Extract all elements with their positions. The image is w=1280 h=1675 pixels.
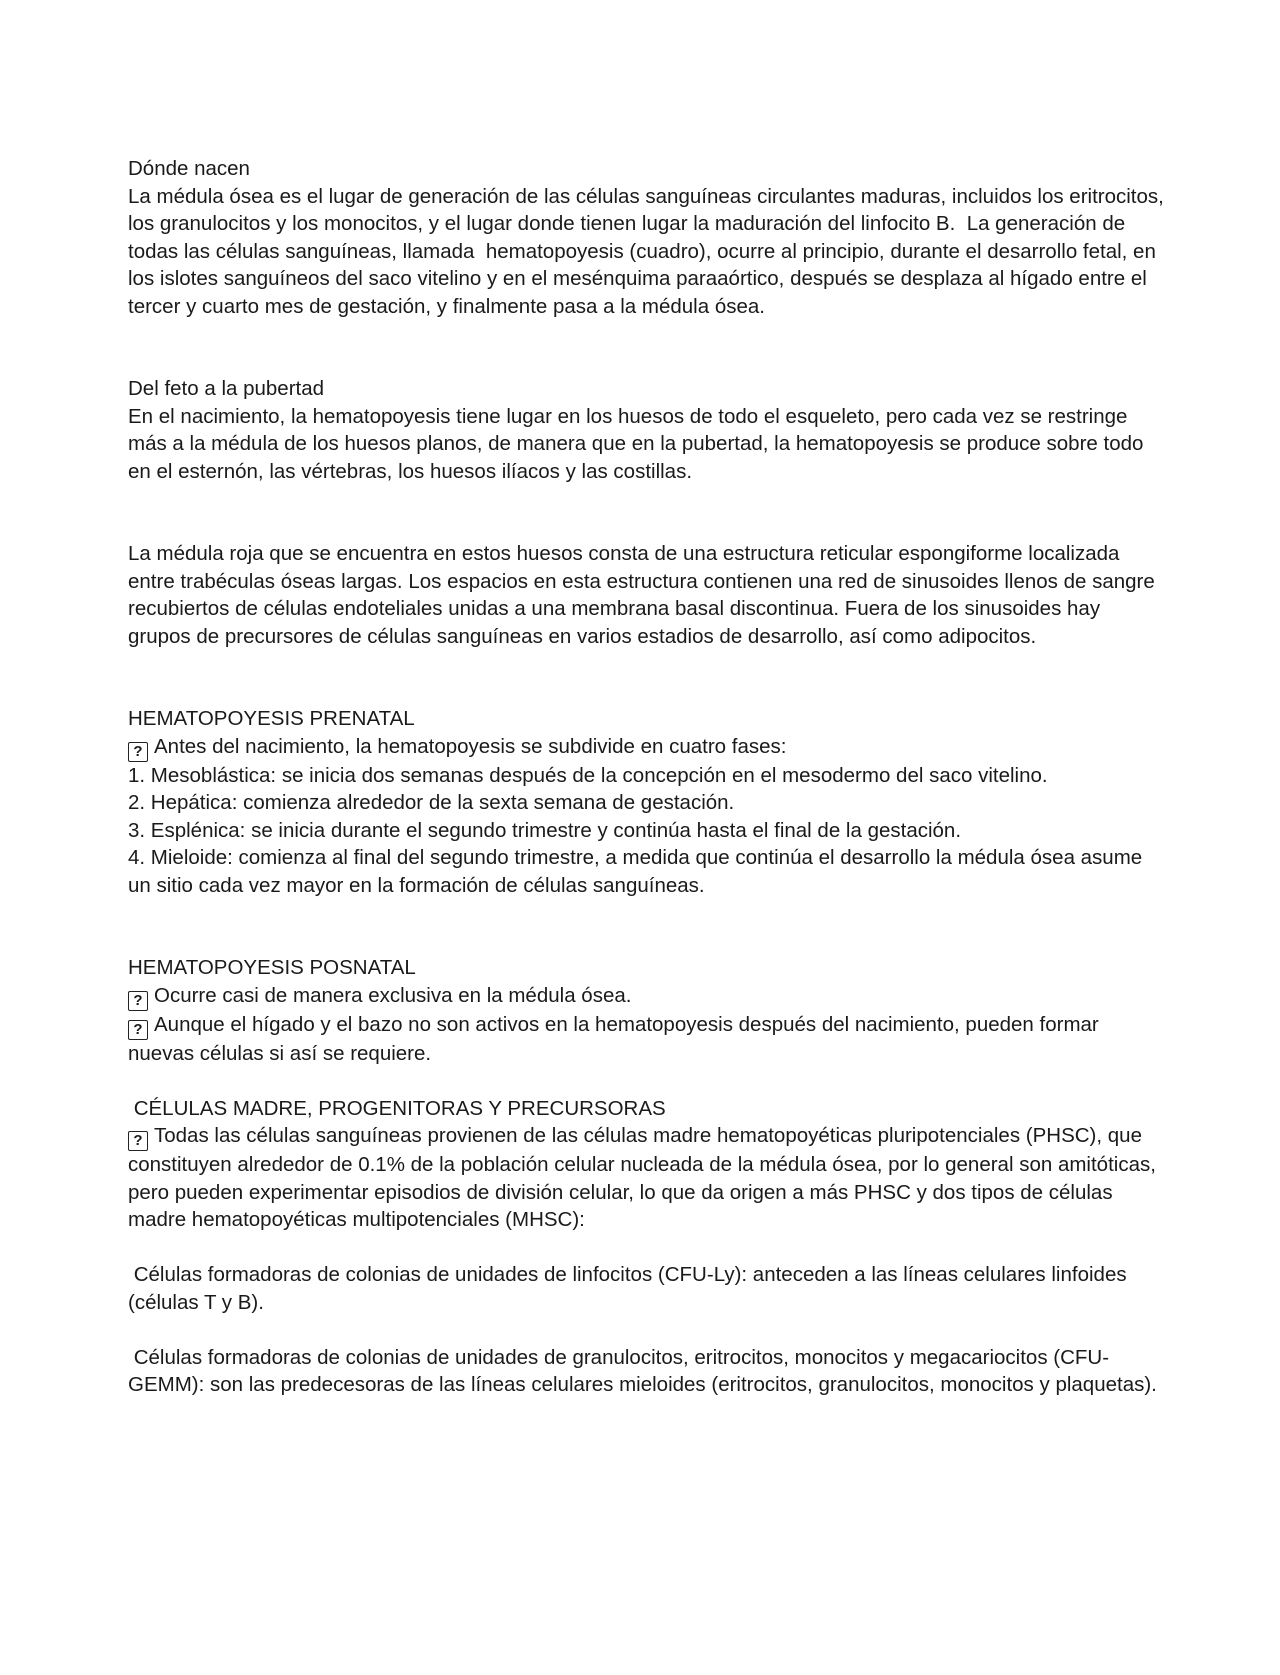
spacer — [128, 650, 1168, 705]
bullet-posnatal-2 — [128, 1011, 1168, 1068]
spacer — [128, 1316, 1168, 1344]
document-page — [128, 155, 1168, 1399]
question-box-icon: ? — [128, 742, 148, 762]
question-box-icon: ? — [128, 991, 148, 1011]
question-box-icon: ? — [128, 1020, 148, 1040]
bullet-text: Antes del nacimiento, la hematopoyesis se subdivide en cuatro fases: — [154, 734, 787, 758]
paragraph-cfu-ly: Células formadoras de colonias de unidades de linfocitos (CFU-Ly): anteceden a las líneas celulares linfoides (células T y B). — [128, 1263, 1133, 1314]
paragraph-cfu-gemm: Células formadoras de colonias de unidades de granulocitos, eritrocitos, monocitos y megacariocitos (CFU-GEMM): son las predecesoras de las líneas celulares mieloides (eritrocitos, granulocitos, monocitos y plaquetas). — [128, 1345, 1157, 1396]
bullet-celulas-madre — [128, 1122, 1168, 1234]
paragraph-donde-nacen: La médula ósea es el lugar de generación de las células sanguíneas circulantes maduras, incluidos los eritrocitos, los granulocitos y los monocitos, y el lugar donde tienen lugar la maduración del linfocito B. La generación de todas las células sanguíneas, llamada hematopoyesis (cuadro), ocurre al principio, durante el desarrollo fetal, en los islotes sanguíneos del saco vitelino y en el mesénquima paraaórtico, después se desplaza al hígado entre el tercer y cuarto mes de gestación, y finalmente pasa a la médula ósea. — [128, 184, 1170, 318]
list-item-mieloide: 4. Mieloide: comienza al final del segundo trimestre, a medida que continúa el desarrollo la médula ósea asume un sitio cada vez mayor en la formación de células sanguíneas. — [128, 846, 1148, 897]
spacer — [128, 1067, 1168, 1095]
spacer — [128, 1234, 1168, 1262]
list-item-esplenica: 3. Esplénica: se inicia durante el segundo trimestre y continúa hasta el final de la gestación. — [128, 818, 962, 842]
bullet-text: Todas las células sanguíneas provienen de las células madre hematopoyéticas pluripotenciales (PHSC), que constituyen alrededor de 0.1% de la población celular nucleada de la médula ósea, por lo general son amitóticas, pero pueden experimentar episodios de división celular, lo que da origen a más PHSC y dos tipos de células madre hematopoyéticas multipotenciales (MHSC): — [128, 1124, 1162, 1231]
bullet-prenatal — [128, 733, 1168, 762]
list-item-hepatica: 2. Hepática: comienza alrededor de la sexta semana de gestación. — [128, 791, 735, 814]
bullet-text: Aunque el hígado y el bazo no son activos en la hematopoyesis después del nacimiento, pueden formar nuevas células si así se requiere. — [128, 1012, 1105, 1065]
section-heading-celulas-madre: CÉLULAS MADRE, PROGENITORAS Y PRECURSORAS — [128, 1096, 666, 1120]
spacer — [128, 899, 1168, 954]
bullet-text: Ocurre casi de manera exclusiva en la médula ósea. — [154, 983, 632, 1007]
section-heading-donde-nacen: Dónde nacen — [128, 157, 250, 180]
section-heading-feto-pubertad: Del feto a la pubertad — [128, 377, 325, 400]
list-item-mesoblastica: 1. Mesoblástica: se inicia dos semanas después de la concepción en el mesodermo del saco vitelino. — [128, 763, 1048, 787]
section-heading-prenatal: HEMATOPOYESIS PRENATAL — [128, 707, 415, 730]
spacer — [128, 320, 1168, 375]
paragraph-medula-roja: La médula roja que se encuentra en estos huesos consta de una estructura reticular espongiforme localizada entre trabéculas óseas largas. Los espacios en esta estructura contienen una red de sinusoides llenos de sangre recubiertos de células endoteliales unidas a una membrana basal discontinua. Fuera de los sinusoides hay grupos de precursores de células sanguíneas en varios estadios de desarrollo, así como adipocitos. — [128, 542, 1161, 648]
bullet-posnatal-1 — [128, 982, 1168, 1011]
question-box-icon: ? — [128, 1131, 148, 1151]
section-heading-posnatal: HEMATOPOYESIS POSNATAL — [128, 956, 416, 979]
paragraph-feto-pubertad: En el nacimiento, la hematopoyesis tiene lugar en los huesos de todo el esqueleto, pero cada vez se restringe más a la médula de los huesos planos, de manera que en la pubertad, la hematopoyesis se produce sobre todo en el esternón, las vértebras, los huesos ilíacos y las costillas. — [128, 404, 1150, 483]
spacer — [128, 485, 1168, 540]
